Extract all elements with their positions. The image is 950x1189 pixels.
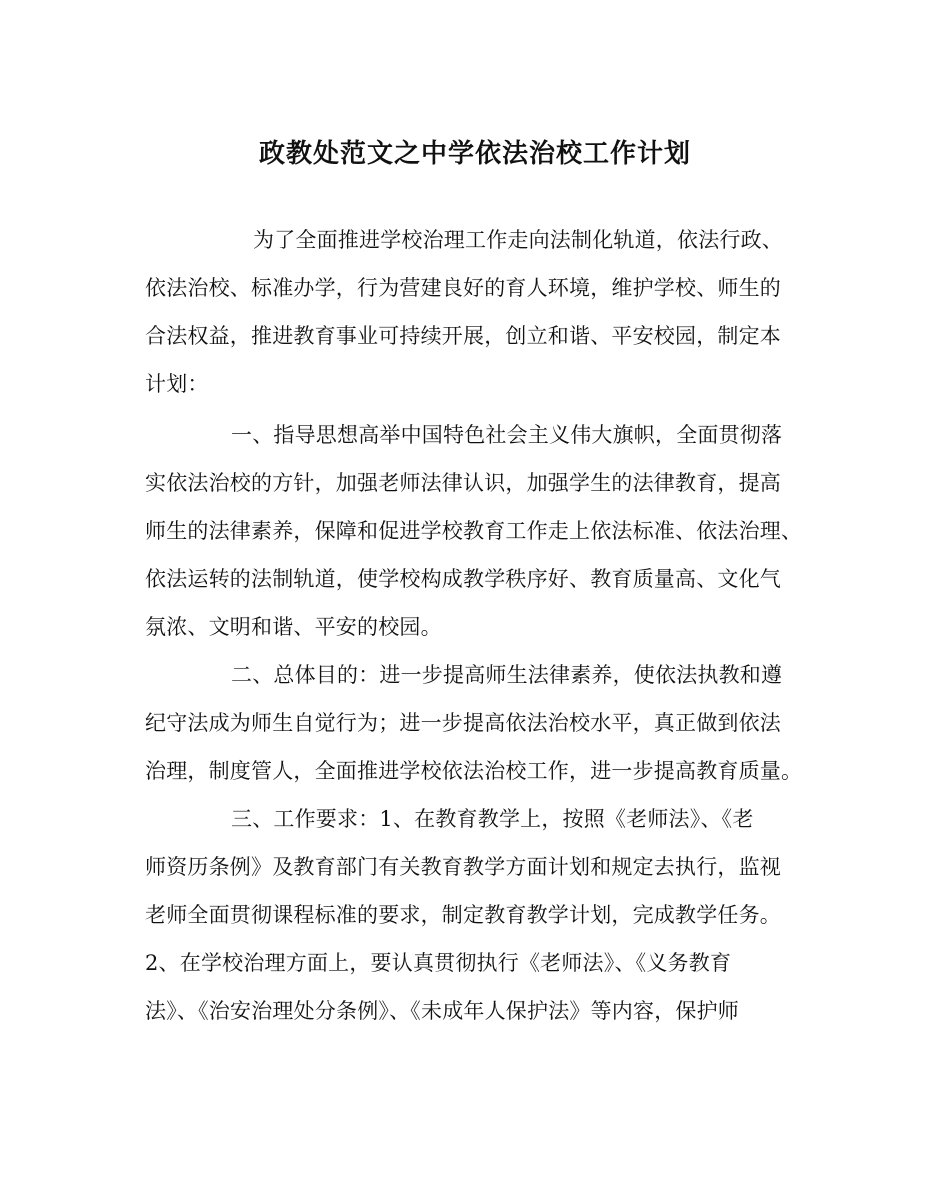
paragraph-line: 师资历条例》及教育部门有关教育教学方面计划和规定去执行，监视 xyxy=(145,855,781,879)
paragraph-line: 法》、《治安治理处分条例》、《未成年人保护法》等内容，保护师 xyxy=(145,999,739,1023)
paragraph-line: 依法治校、标准办学，行为营建良好的育人环境，维护学校、师生的 xyxy=(145,276,781,300)
paragraph-line: 治理，制度管人，全面推进学校依法治校工作，进一步提高教育质量。 xyxy=(145,759,803,783)
paragraph-line: 计划： xyxy=(145,372,209,396)
paragraph-line: 三、工作要求：1、在教育教学上，按照《老师法》、《老 xyxy=(231,807,754,831)
paragraph-line: 一、指导思想高举中国特色社会主义伟大旗帜，全面贯彻落 xyxy=(231,423,783,447)
paragraph-line: 实依法治校的方针，加强老师法律认识，加强学生的法律教育，提高 xyxy=(145,471,781,495)
paragraph-line: 师生的法律素养，保障和促进学校教育工作走上依法标准、依法治理、 xyxy=(145,519,803,543)
document-title: 政教处范文之中学依法治校工作计划 xyxy=(258,139,691,169)
paragraph-line: 合法权益，推进教育事业可持续开展，创立和谐、平安校园，制定本 xyxy=(145,324,781,348)
paragraph-line: 依法运转的法制轨道，使学校构成教学秩序好、教育质量高、文化气 xyxy=(145,567,781,591)
paragraph-line: 二、总体目的：进一步提高师生法律素养，使依法执教和遵 xyxy=(231,663,783,687)
paragraph-line: 为了全面推进学校治理工作走向法制化轨道，依法行政、 xyxy=(253,228,783,252)
paragraph-line: 纪守法成为师生自觉行为；进一步提高依法治校水平，真正做到依法 xyxy=(145,711,781,735)
paragraph-line: 氛浓、文明和谐、平安的校园。 xyxy=(145,615,442,639)
paragraph-line: 2、在学校治理方面上，要认真贯彻执行《老师法》、《义务教育 xyxy=(145,951,732,975)
paragraph-line: 老师全面贯彻课程标准的要求，制定教育教学计划，完成教学任务。 xyxy=(145,903,781,927)
